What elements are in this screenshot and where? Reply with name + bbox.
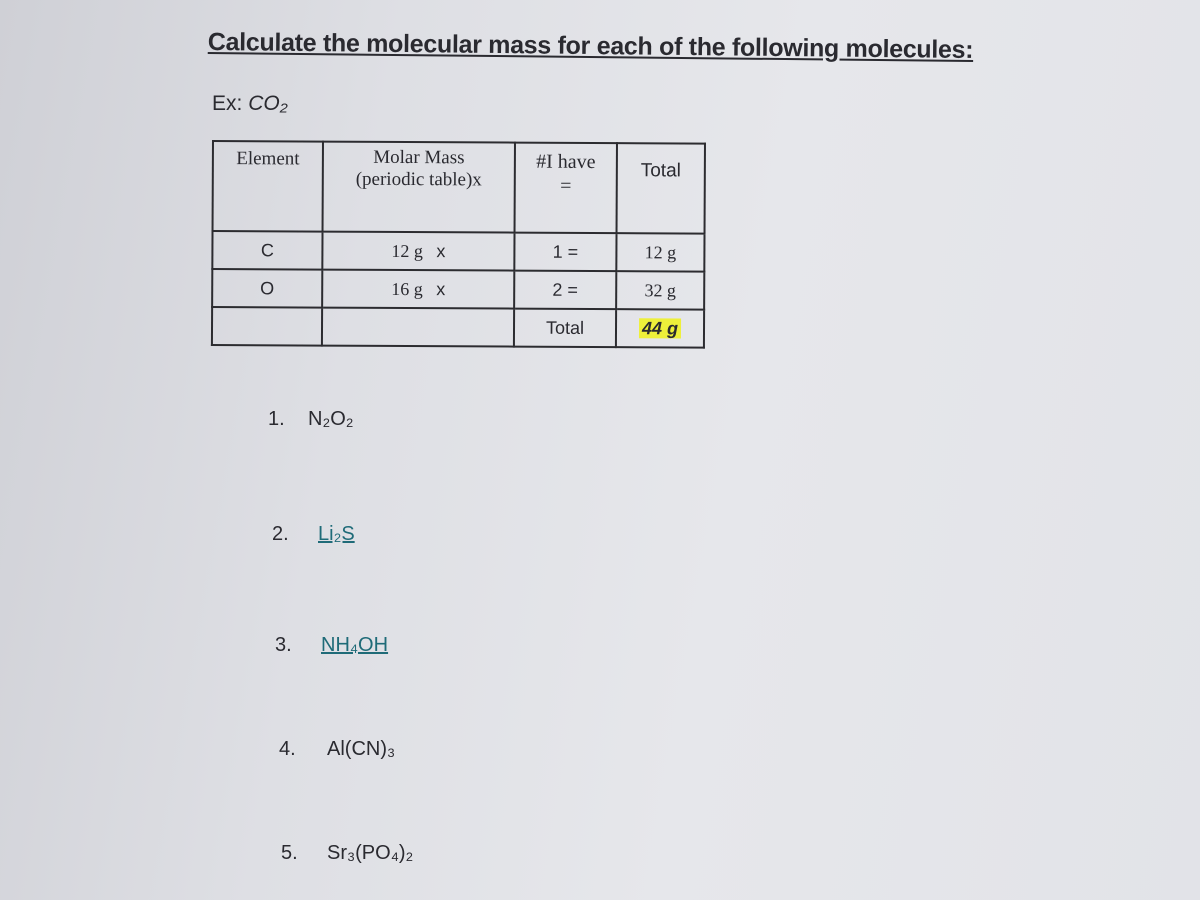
cell-total-label: Total <box>514 309 616 348</box>
list-item <box>272 523 355 546</box>
page-heading: Calculate the molecular mass for each of the following molecules: <box>207 28 974 65</box>
header-have-line2: = <box>560 174 572 197</box>
item-formula: NH₄OH <box>321 634 389 656</box>
list-item <box>281 842 413 865</box>
cell-mass <box>322 270 514 309</box>
example-prefix: Ex: <box>212 92 243 115</box>
cell-element: O <box>212 269 322 308</box>
example-formula: CO₂ <box>248 92 288 115</box>
item-formula: Sr₃(PO₄)₂ <box>327 842 414 864</box>
list-item <box>279 738 395 761</box>
item-formula: Li₂S <box>318 523 355 545</box>
header-i-have <box>516 150 616 199</box>
cell-empty <box>212 307 322 346</box>
item-number: 1. <box>268 408 285 430</box>
cell-mass-value: 16 g <box>391 278 423 299</box>
cell-have: 1 = <box>514 233 616 272</box>
item-number: 2. <box>272 523 289 545</box>
table-header-row <box>213 141 705 234</box>
item-number: 5. <box>281 842 298 864</box>
cell-have: 2 = <box>514 271 616 310</box>
cell-total: 12 g <box>616 233 704 271</box>
cell-mass-value: 12 g <box>391 240 423 261</box>
header-have-line1: #I have <box>536 150 596 174</box>
list-item <box>268 408 354 431</box>
molar-mass-table <box>211 140 706 349</box>
cell-total-value <box>616 309 704 347</box>
cell-empty <box>322 308 514 347</box>
cell-mass <box>322 232 514 271</box>
item-number: 4. <box>279 738 296 760</box>
example-line <box>212 92 288 116</box>
item-formula: Al(CN)₃ <box>327 738 396 760</box>
cell-times: x <box>436 278 446 299</box>
cell-total: 32 g <box>616 271 704 309</box>
header-element: Element <box>236 148 300 170</box>
highlighted-total: 44 g <box>639 318 681 338</box>
header-molar-mass-line1: Molar Mass <box>373 146 465 169</box>
header-molar-mass-line2: (periodic table)x <box>355 168 482 191</box>
header-molar-mass <box>324 147 514 192</box>
table-row-oxygen <box>212 269 704 310</box>
item-number: 3. <box>275 634 292 656</box>
cell-times: x <box>436 240 446 261</box>
header-total: Total <box>640 160 681 182</box>
item-formula: N₂O₂ <box>308 408 354 430</box>
table-row-total <box>212 307 704 348</box>
table-row-carbon <box>212 231 704 272</box>
cell-element: C <box>212 231 322 270</box>
list-item <box>275 634 388 657</box>
